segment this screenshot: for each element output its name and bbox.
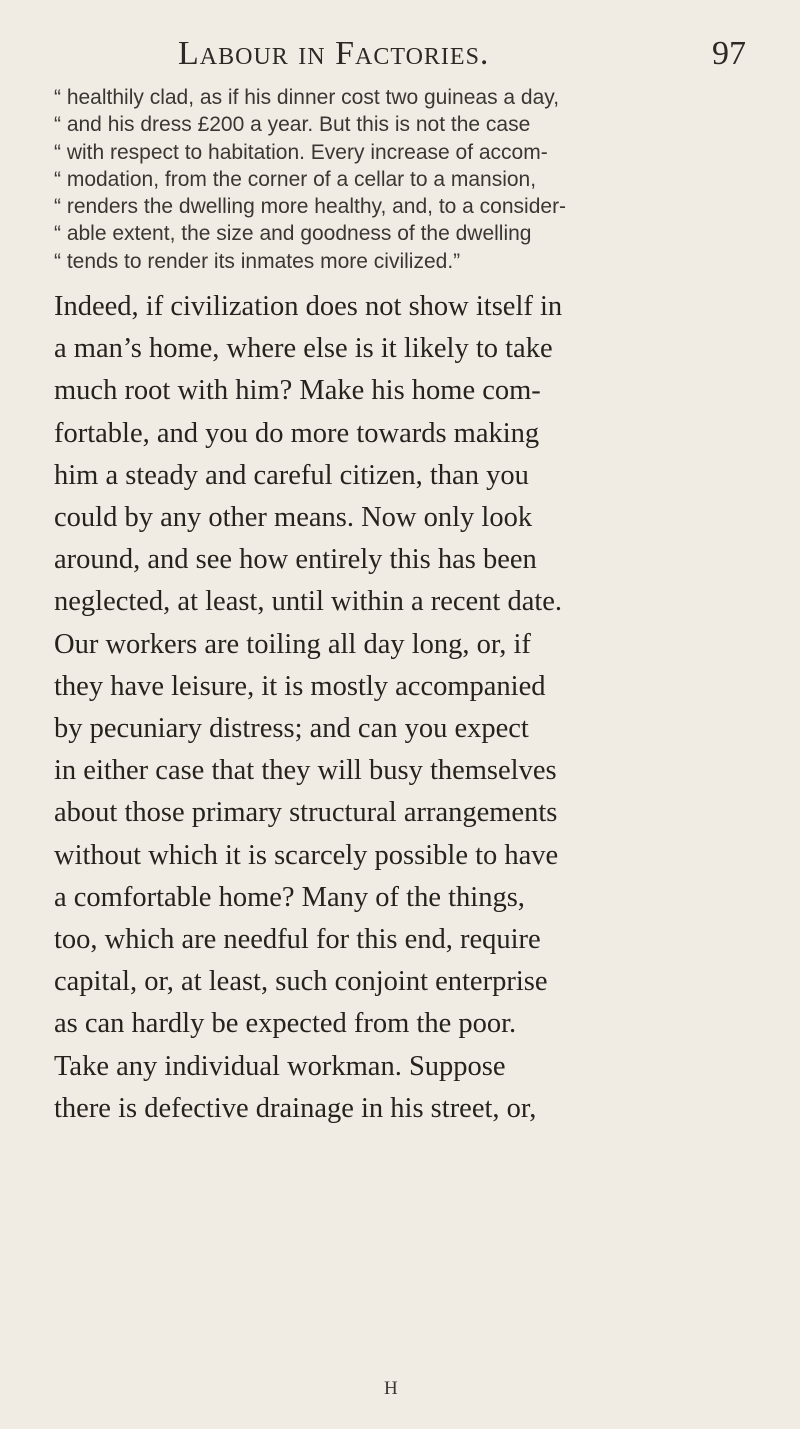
body-line: neglected, at least, until within a recent date. (54, 586, 563, 618)
quote-line: “ with respect to habitation. Every increase of accom- (54, 140, 548, 164)
body-line: capital, or, at least, such conjoint enterprise (54, 966, 548, 998)
body-line: around, and see how entirely this has been (54, 544, 537, 576)
body-line: a man’s home, where else is it likely to take (54, 333, 553, 365)
body-line: there is defective drainage in his street, or, (54, 1092, 537, 1124)
quote-line: “ tends to render its inmates more civilized.” (54, 249, 461, 273)
quote-line: “ healthily clad, as if his dinner cost two guineas a day, (54, 86, 560, 109)
block-quote (54, 84, 774, 275)
body-line: Indeed, if civilization does not show itself in (54, 291, 563, 322)
quote-line: “ renders the dwelling more healthy, and, to a consider- (54, 195, 567, 219)
body-line: in either case that they will busy themselves (54, 755, 557, 787)
body-line: a comfortable home? Many of the things, (54, 881, 525, 913)
signature-mark: H (384, 1378, 398, 1399)
body-line: without which it is scarcely possible to have (54, 839, 559, 871)
body-line: much root with him? Make his home com- (54, 375, 541, 407)
body-line: they have leisure, it is mostly accompanied (54, 670, 546, 702)
running-head-title: Labour in Factories. (178, 35, 490, 72)
quote-line: “ able extent, the size and goodness of the dwelling (54, 222, 532, 246)
body-line: as can hardly be expected from the poor. (54, 1008, 517, 1040)
body-line: about those primary structural arrangements (54, 797, 558, 829)
body-line: Our workers are toiling all day long, or, if (54, 628, 531, 660)
body-paragraph (54, 286, 784, 1130)
body-line: too, which are needful for this end, require (54, 924, 541, 956)
page-number: 97 (712, 35, 746, 72)
body-line: Take any individual workman. Suppose (54, 1050, 506, 1082)
body-line: could by any other means. Now only look (54, 502, 533, 534)
quote-line: “ and his dress £200 a year. But this is not the case (54, 113, 531, 137)
quote-line: “ modation, from the corner of a cellar to a mansion, (54, 167, 537, 191)
body-line: by pecuniary distress; and can you expect (54, 713, 529, 745)
body-line: fortable, and you do more towards making (54, 417, 540, 449)
body-line: him a steady and careful citizen, than you (54, 459, 529, 491)
